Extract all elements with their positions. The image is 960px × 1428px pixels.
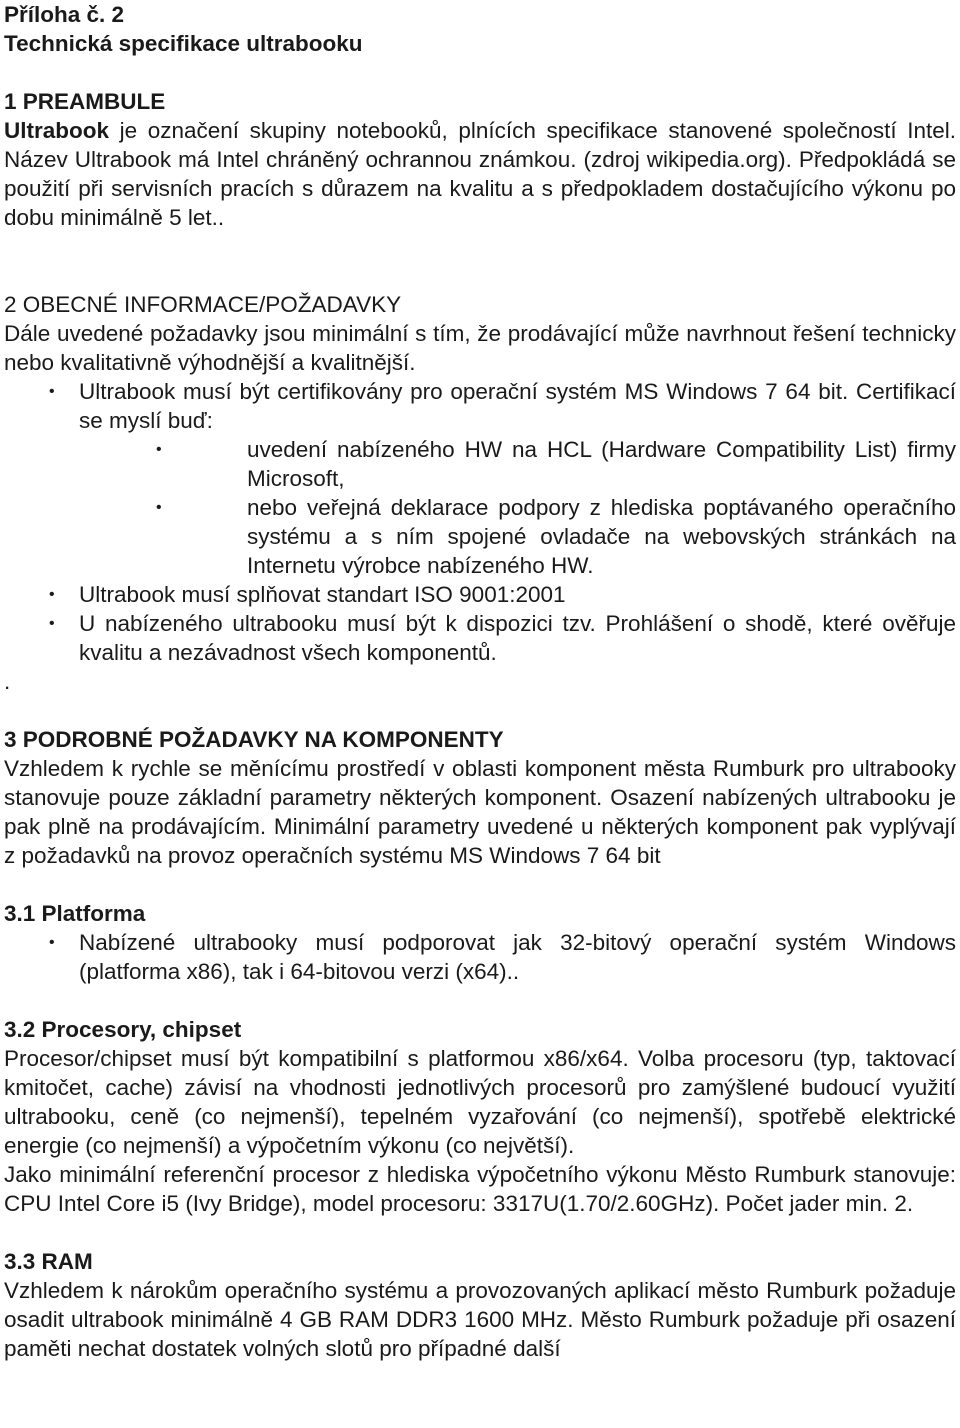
bullet-icon: • [49, 586, 55, 603]
spacer [4, 58, 956, 87]
bullet-text: U nabízeného ultrabooku musí být k dispozici tzv. Prohlášení o shodě, které ověřuje kvalitu a nezávadnost všech komponentů. [79, 611, 956, 665]
bullet-text: Nabízené ultrabooky musí podporovat jak 32-bitový operační systém Windows (platforma x86), tak i 64-bitovou verzi (x64).. [79, 930, 956, 984]
bullet-icon: • [49, 934, 55, 951]
section-2-intro: Dále uvedené požadavky jsou minimální s tím, že prodávající může navrhnout řešení technicky nebo kvalitativně výhodnější a kvalitnější. [4, 321, 956, 375]
document-title: Technická specifikace ultrabooku [4, 31, 363, 56]
bullet-icon: • [156, 499, 162, 516]
section-3-3-heading: 3.3 RAM [4, 1249, 93, 1274]
section-2-heading: 2 OBECNÉ INFORMACE/POŽADAVKY [4, 292, 402, 317]
section-3-2-heading: 3.2 Procesory, chipset [4, 1017, 242, 1042]
bullet-icon: • [49, 615, 55, 632]
section-1-heading: 1 PREAMBULE [4, 89, 166, 114]
stray-dot: . [4, 669, 11, 694]
sub-list-item [4, 493, 956, 580]
spacer [4, 696, 956, 725]
section-3-2-text-2: Jako minimální referenční procesor z hlediska výpočetního výkonu Město Rumburk stanovuje: CPU Intel Core i5 (Ivy Bridge), model procesoru: 3317U(1.70/2.60GHz). Počet jader min. 2. [4, 1162, 956, 1216]
sub-list-item [4, 435, 956, 493]
section-3-text: Vzhledem k rychle se měnícímu prostředí v oblasti komponent města Rumburk pro ultrabooky stanovuje pouze základní parametry některých komponent. Osazení nabízených ultrabooku je pak plně na prodávajícím. Minimální parametry uvedené u některých komponent pak vyplývají z požadavků na provoz operačních systému MS Windows 7 64 bit [4, 756, 956, 868]
section-3-3-text: Vzhledem k nárokům operačního systému a provozovaných aplikací město Rumburk požaduje osadit ultrabook minimálně 4 GB RAM DDR3 1600 MHz. Město Rumburk požaduje při osazení paměti nechat dostatek volných slotů pro případné další [4, 1278, 956, 1361]
section-3-1-heading: 3.1 Platforma [4, 901, 146, 926]
list-item [4, 580, 956, 609]
section-3-heading: 3 PODROBNÉ POŽADAVKY NA KOMPONENTY [4, 727, 504, 752]
list-item [4, 928, 956, 986]
bullet-text: nebo veřejná deklarace podpory z hlediska poptávaného operačního systému a s ním spojené ovladače na webovských stránkách na Internetu výrobce nabízeného HW. [247, 495, 956, 578]
list-item [4, 609, 956, 667]
bullet-text: uvedení nabízeného HW na HCL (Hardware Compatibility List) firmy Microsoft, [247, 437, 956, 491]
bullet-text: Ultrabook musí být certifikovány pro operační systém MS Windows 7 64 bit. Certifikací se myslí buď: [79, 379, 956, 433]
spacer [4, 986, 956, 1015]
list-item [4, 377, 956, 435]
section-3-2-text-1: Procesor/chipset musí být kompatibilní s platformou x86/x64. Volba procesoru (typ, taktovací kmitočet, cache) závisí na vhodnosti jednotlivých procesorů pro zamýšlené budoucí využití ultrabooku, ceně (co nejmenší), tepelném vyzařování (co nejmenší), spotřebě elektrické energie (co nejmenší) a výpočetním výkonu (co největší). [4, 1046, 956, 1158]
appendix-label: Příloha č. 2 [4, 2, 125, 27]
section-1-paragraph [4, 116, 956, 232]
section-1-text: je označení skupiny notebooků, plnících specifikace stanovené společností Intel. Název Ultrabook má Intel chráněný ochrannou známkou. (zdroj wikipedia.org). Předpokládá se použití při servisních pracích s důrazem na kvalitu a s předpokladem dostačujícího výkonu po dobu minimálně 5 let.. [4, 118, 956, 230]
spacer [4, 870, 956, 899]
spacer [4, 1218, 956, 1247]
lead-term: Ultrabook [4, 118, 110, 143]
spacer [4, 232, 956, 290]
bullet-icon: • [156, 441, 162, 458]
bullet-text: Ultrabook musí splňovat standart ISO 9001:2001 [79, 582, 566, 607]
bullet-icon: • [49, 383, 55, 400]
